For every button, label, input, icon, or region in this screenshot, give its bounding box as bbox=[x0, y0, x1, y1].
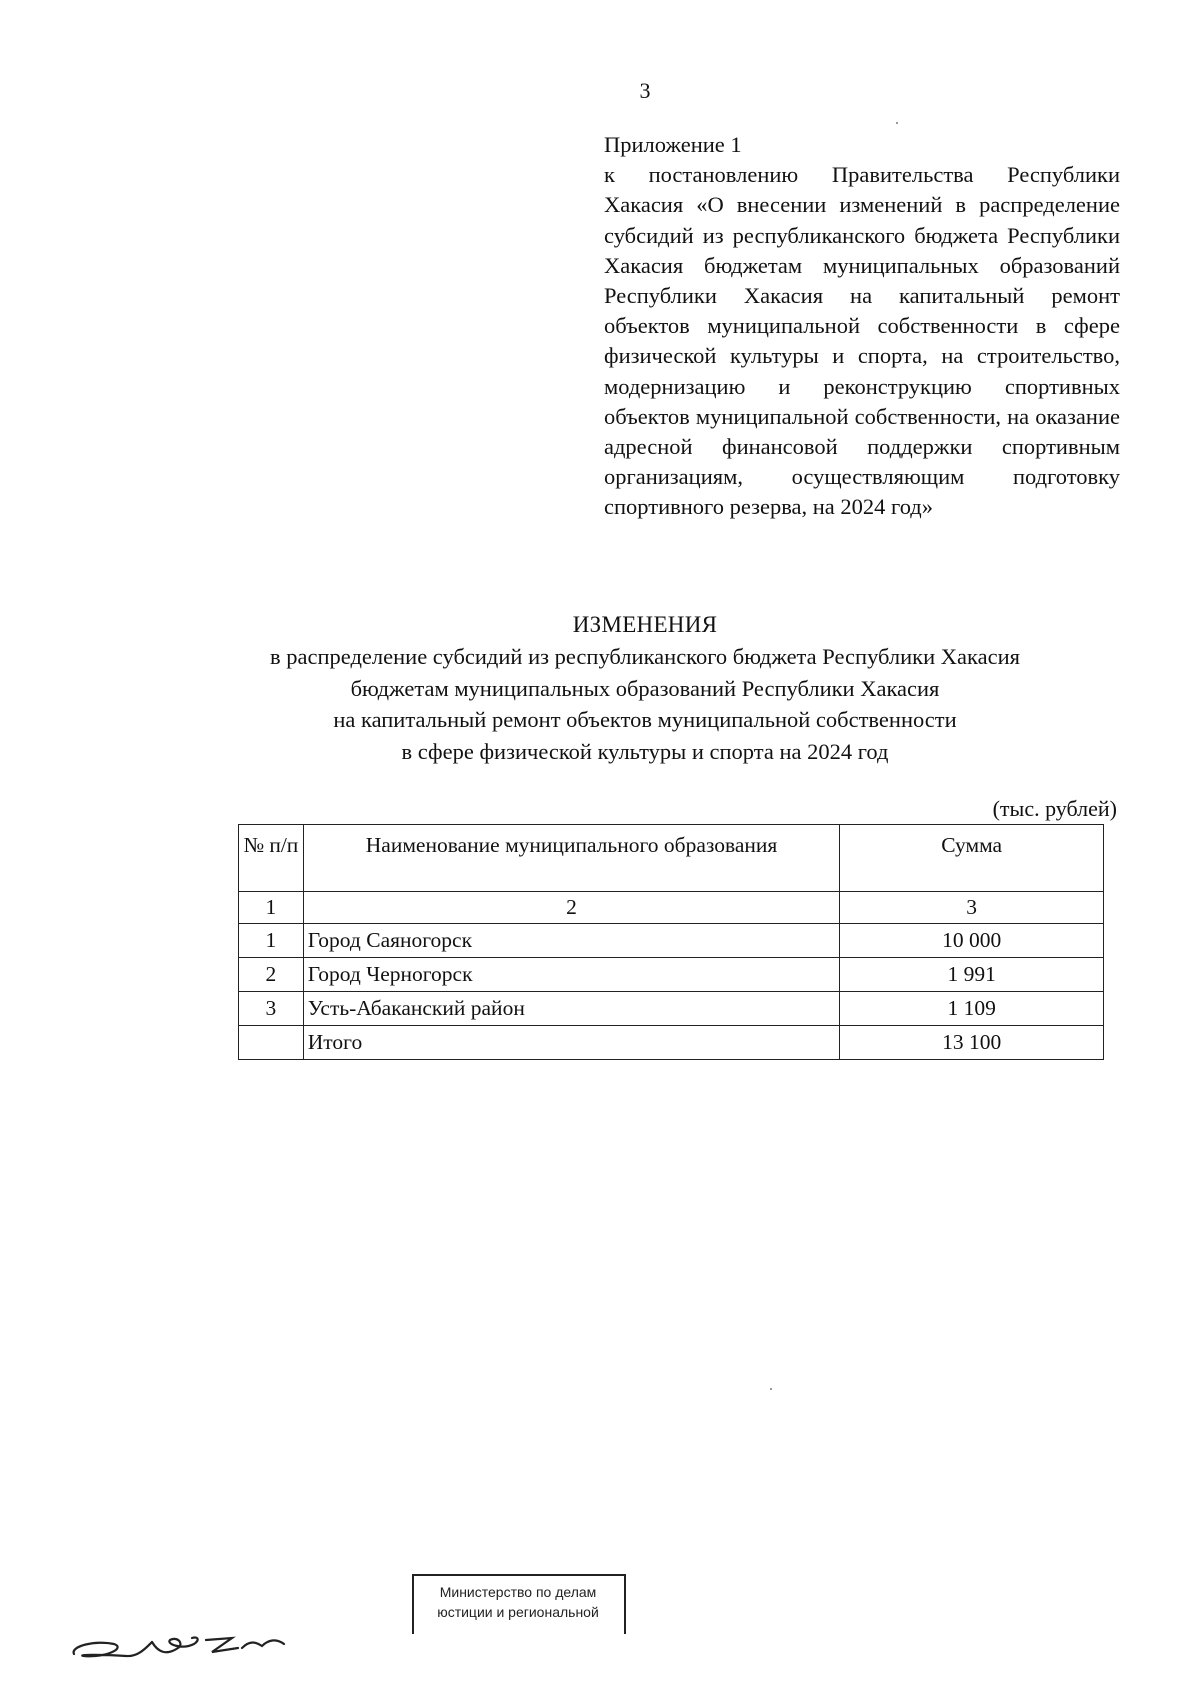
header-sum: Сумма bbox=[840, 825, 1104, 892]
header-name: Наименование муниципального образования bbox=[303, 825, 840, 892]
document-title: ИЗМЕНЕНИЯ bbox=[572, 612, 718, 637]
page-number: 3 bbox=[639, 78, 651, 103]
stamp-text bbox=[420, 1582, 616, 1622]
stamp-line: юстиции и региональной bbox=[437, 1604, 599, 1620]
row-name: Город Черногорск bbox=[303, 958, 840, 992]
row-number: 1 bbox=[239, 924, 304, 958]
column-number-row bbox=[239, 892, 1104, 924]
row-sum: 1 991 bbox=[840, 958, 1104, 992]
row-sum: 13 100 bbox=[840, 1026, 1104, 1060]
row-name: Усть-Абаканский район bbox=[303, 992, 840, 1026]
row-sum: 10 000 bbox=[840, 924, 1104, 958]
column-number: 3 bbox=[840, 892, 1104, 924]
subtitle-line: в распределение субсидий из республиканского бюджета Республики Хакасия bbox=[270, 644, 1020, 669]
appendix-block bbox=[604, 130, 1120, 523]
header-number: № п/п bbox=[239, 825, 304, 892]
row-number bbox=[239, 1026, 304, 1060]
table-row bbox=[239, 958, 1104, 992]
row-number: 3 bbox=[239, 992, 304, 1026]
appendix-body: к постановлению Правительства Республики Хакасия «О внесении изменений в распределение субсидий из республиканского бюджета Республики Хакасия бюджетам муниципальных образований Республики Хакасия на капитальный ремонт объектов муниципальной собственности в сфере физической культуры и спорта, на строительство, модернизацию и реконструкцию спортивных объектов муниципальной собственности, на оказание адресной финансовой поддержки спортивным организациям, осуществляющим подготовку спортивного резерва, на 2024 год» bbox=[604, 162, 1120, 520]
handwritten-signature bbox=[66, 1618, 336, 1668]
document-subtitle bbox=[200, 641, 1090, 767]
row-number: 2 bbox=[239, 958, 304, 992]
scan-speck bbox=[770, 1388, 772, 1390]
row-name: Город Саяногорск bbox=[303, 924, 840, 958]
appendix-title: Приложение 1 bbox=[604, 132, 742, 157]
subtitle-line: бюджетам муниципальных образований Республики Хакасия bbox=[350, 675, 940, 701]
allocation-table bbox=[238, 824, 1104, 1060]
row-sum: 1 109 bbox=[840, 992, 1104, 1026]
table-header-row bbox=[239, 825, 1104, 892]
subtitle-line: на капитальный ремонт объектов муниципальной собственности bbox=[333, 707, 957, 732]
scan-speck bbox=[896, 122, 898, 124]
ministry-stamp bbox=[412, 1574, 624, 1660]
row-name: Итого bbox=[303, 1026, 840, 1060]
subtitle-line: в сфере физической культуры и спорта на 2024 год bbox=[401, 738, 889, 764]
column-number: 1 bbox=[239, 892, 304, 924]
units-label: (тыс. рублей) bbox=[992, 796, 1117, 821]
column-number: 2 bbox=[303, 892, 840, 924]
table-row bbox=[239, 992, 1104, 1026]
table-row-total bbox=[239, 1026, 1104, 1060]
stamp-line: Министерство по делам bbox=[439, 1584, 597, 1600]
table-row bbox=[239, 924, 1104, 958]
